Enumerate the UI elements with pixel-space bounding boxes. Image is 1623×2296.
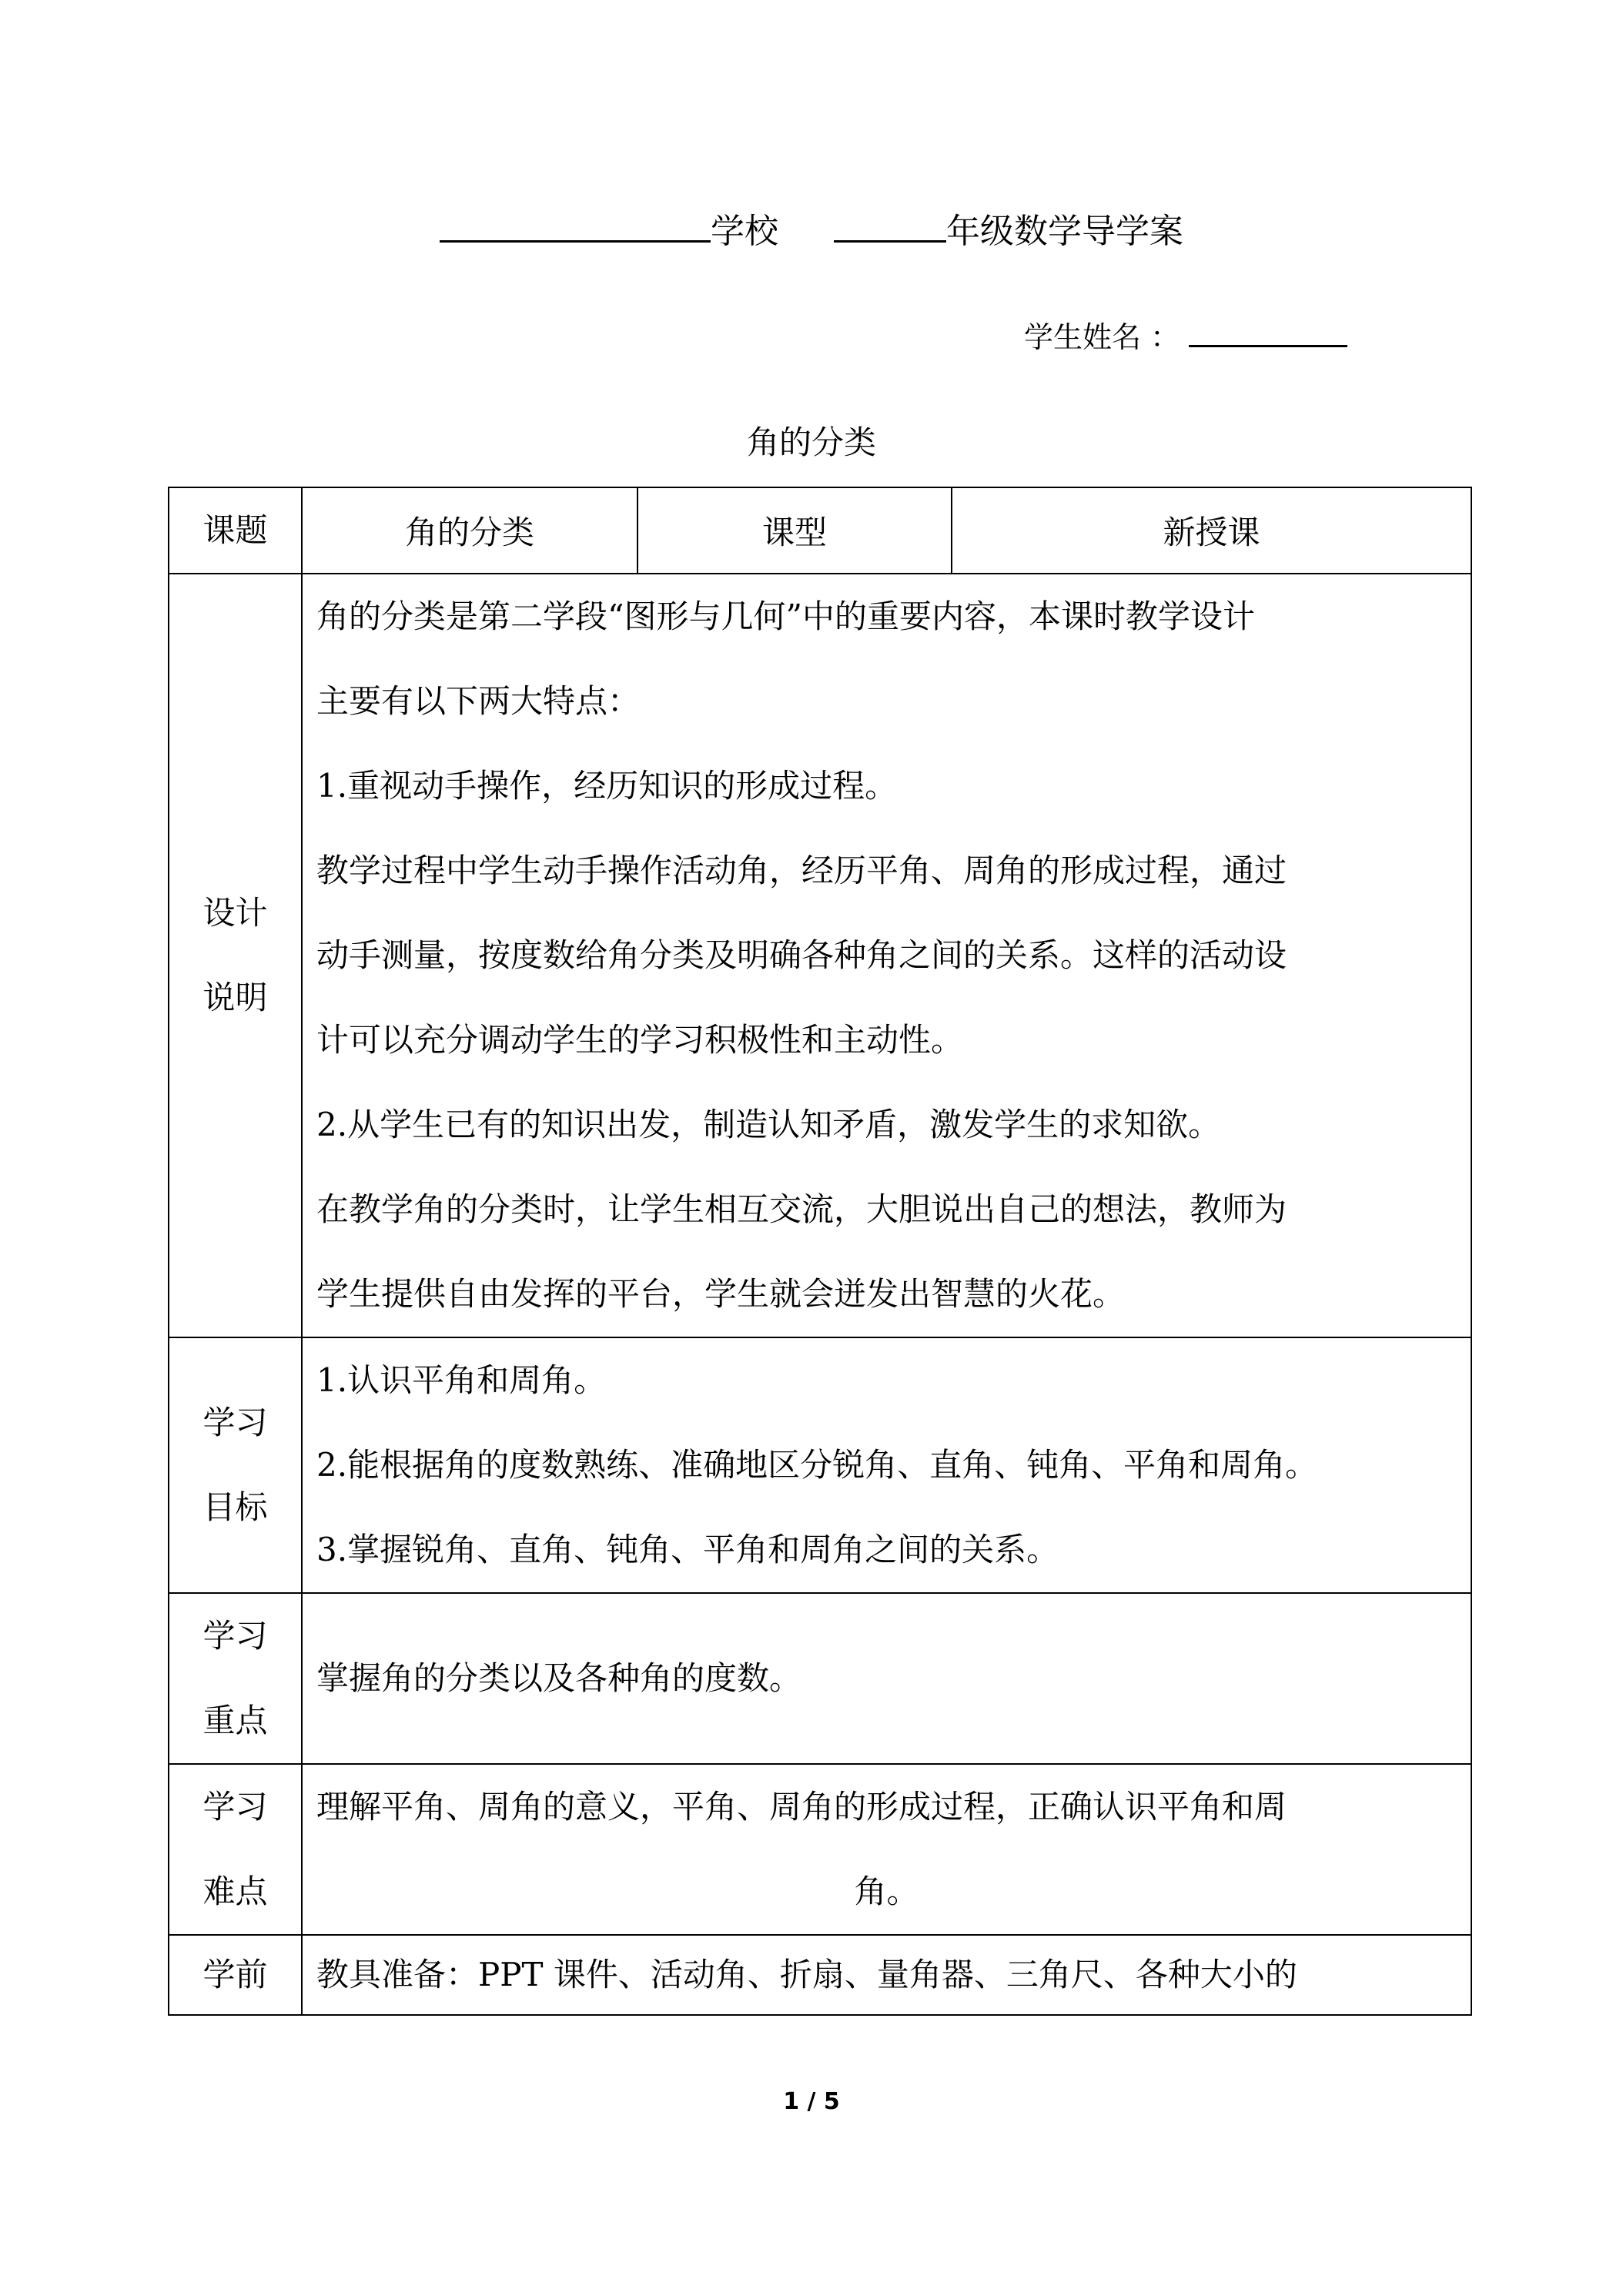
type-value: 新授课 bbox=[952, 487, 1471, 574]
design-line-7: 2.从学生已有的知识出发，制造认知矛盾，激发学生的求知欲。 bbox=[316, 1106, 1221, 1143]
goal-line-2: 2.能根据角的度数熟练、准确地区分锐角、直角、钝角、平角和周角。 bbox=[316, 1446, 1318, 1484]
goals-label-line-2: 目标 bbox=[202, 1488, 268, 1526]
design-content bbox=[302, 574, 1471, 1337]
design-line-9: 学生提供自由发挥的平台，学生就会迸发出智慧的火花。 bbox=[316, 1275, 1126, 1313]
design-label-line-2: 说明 bbox=[202, 979, 268, 1016]
difficulty-line-2: 角。 bbox=[854, 1873, 919, 1910]
goals-content bbox=[302, 1337, 1471, 1593]
student-name-label: 学生姓名 ： bbox=[1024, 320, 1180, 354]
design-line-8: 在教学角的分类时，让学生相互交流，大胆说出自己的想法，教师为 bbox=[316, 1190, 1287, 1228]
difficulty-content bbox=[302, 1764, 1471, 1935]
design-line-6: 计可以充分调动学生的学习积极性和主动性。 bbox=[316, 1021, 964, 1059]
key-label bbox=[169, 1593, 302, 1764]
key-label-line-2: 重点 bbox=[202, 1702, 268, 1739]
key-label-line-1: 学习 bbox=[202, 1617, 268, 1655]
design-line-1: 角的分类是第二学段“图形与几何”中的重要内容，本课时教学设计 bbox=[316, 597, 1255, 635]
design-line-4: 教学过程中学生动手操作活动角，经历平角、周角的形成过程，通过 bbox=[316, 852, 1287, 889]
school-suffix: 学校 bbox=[711, 212, 778, 251]
document-title bbox=[0, 206, 1623, 255]
lesson-plan-table bbox=[168, 487, 1472, 2016]
difficulty-label bbox=[169, 1764, 302, 1935]
difficulty-label-line-1: 学习 bbox=[202, 1788, 268, 1826]
table-row-design bbox=[169, 574, 1471, 1337]
difficulty-line-1: 理解平角、周角的意义，平角、周角的形成过程，正确认识平角和周 bbox=[316, 1788, 1287, 1826]
table-row-key bbox=[169, 1593, 1471, 1764]
grade-suffix: 年级数学导学案 bbox=[946, 212, 1183, 251]
table-row-topic bbox=[169, 487, 1471, 574]
student-name-blank bbox=[1189, 317, 1347, 347]
prep-text: 教具准备：PPT 课件、活动角、折扇、量角器、三角尺、各种大小的 bbox=[316, 1956, 1297, 1993]
key-content bbox=[302, 1593, 1471, 1764]
school-blank bbox=[440, 206, 711, 243]
goal-line-3: 3.掌握锐角、直角、钝角、平角和周角之间的关系。 bbox=[316, 1531, 1059, 1568]
table-row-difficulty bbox=[169, 1764, 1471, 1935]
table-row-goals bbox=[169, 1337, 1471, 1593]
design-label bbox=[169, 574, 302, 1337]
design-line-5: 动手测量，按度数给角分类及明确各种角之间的关系。这样的活动设 bbox=[316, 936, 1287, 974]
prep-label: 学前 bbox=[169, 1935, 302, 2015]
page-number: 1 / 5 bbox=[783, 2088, 840, 2115]
goals-label bbox=[169, 1337, 302, 1593]
type-label: 课型 bbox=[637, 487, 952, 574]
key-text: 掌握角的分类以及各种角的度数。 bbox=[316, 1659, 802, 1697]
grade-blank bbox=[834, 206, 946, 243]
table-row-prep bbox=[169, 1935, 1471, 2015]
design-label-line-1: 设计 bbox=[202, 894, 268, 932]
goals-label-line-1: 学习 bbox=[202, 1404, 268, 1441]
design-line-3: 1.重视动手操作，经历知识的形成过程。 bbox=[316, 767, 898, 805]
prep-content bbox=[302, 1935, 1471, 2015]
goal-line-1: 1.认识平角和周角。 bbox=[316, 1361, 607, 1399]
difficulty-label-line-2: 难点 bbox=[202, 1873, 268, 1910]
design-line-2: 主要有以下两大特点： bbox=[316, 682, 641, 720]
lesson-title: 角的分类 bbox=[746, 423, 876, 461]
topic-value: 角的分类 bbox=[302, 487, 637, 574]
topic-label: 课题 bbox=[169, 487, 302, 574]
student-name-line bbox=[1024, 316, 1347, 359]
